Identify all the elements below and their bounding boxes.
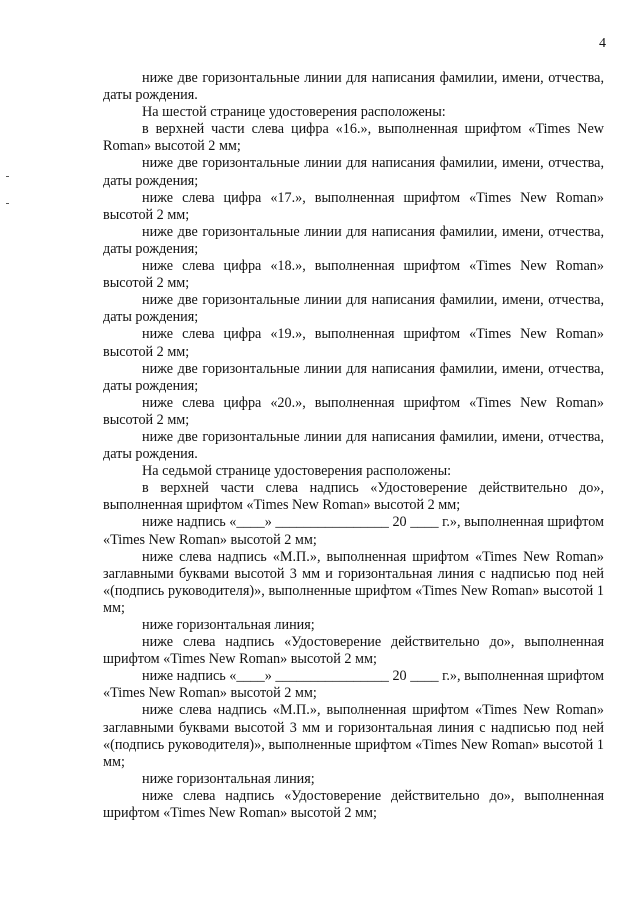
scan-mark bbox=[6, 176, 9, 177]
body-text bbox=[103, 70, 604, 822]
paragraph: ниже две горизонтальные линии для написания фамилии, имени, отчества, даты рождения. bbox=[103, 428, 604, 463]
paragraph: ниже надпись «____» ________________ 20 ____ г.», выполненная шрифтом «Times New Roman» высотой 2 мм; bbox=[103, 668, 604, 702]
page-number: 4 bbox=[599, 36, 606, 51]
paragraph: ниже горизонтальная линия; bbox=[142, 617, 315, 633]
paragraph: ниже две горизонтальные линии для написания фамилии, имени, отчества, даты рождения; bbox=[103, 360, 604, 394]
paragraph: ниже слева цифра «20.», выполненная шрифтом «Times New Roman» высотой 2 мм; bbox=[103, 394, 604, 428]
paragraph: ниже две горизонтальные линии для написания фамилии, имени, отчества, даты рождения. bbox=[103, 70, 604, 104]
paragraph: На шестой странице удостоверения расположены: bbox=[142, 104, 446, 121]
paragraph: ниже две горизонтальные линии для написания фамилии, имени, отчества, даты рождения; bbox=[103, 292, 604, 326]
paragraph: ниже горизонтальная линия; bbox=[142, 770, 315, 787]
paragraph: ниже слева цифра «18.», выполненная шрифтом «Times New Roman» высотой 2 мм; bbox=[103, 258, 604, 292]
paragraph: ниже две горизонтальные линии для написания фамилии, имени, отчества, даты рождения; bbox=[103, 155, 604, 189]
paragraph: ниже две горизонтальные линии для написания фамилии, имени, отчества, даты рождения; bbox=[103, 223, 604, 257]
paragraph: ниже слева надпись «Удостоверение действительно до», выполненная шрифтом «Times New Roman» высотой 2 мм; bbox=[103, 787, 604, 822]
paragraph: в верхней части слева цифра «16.», выполненная шрифтом «Times New Roman» высотой 2 мм; bbox=[103, 121, 604, 155]
paragraph: в верхней части слева надпись «Удостоверение действительно до», выполненная шрифтом «Times New Roman» высотой 2 мм; bbox=[103, 480, 604, 514]
scan-mark bbox=[6, 203, 9, 204]
paragraph: ниже слева надпись «Удостоверение действительно до», выполненная шрифтом «Times New Roman» высотой 2 мм; bbox=[103, 634, 604, 668]
paragraph: ниже надпись «____» ________________ 20 ____ г.», выполненная шрифтом «Times New Roman» высотой 2 мм; bbox=[103, 514, 604, 548]
paragraph: ниже слева цифра «17.», выполненная шрифтом «Times New Roman» высотой 2 мм; bbox=[103, 189, 604, 223]
paragraph: На седьмой странице удостоверения расположены: bbox=[142, 463, 452, 480]
paragraph: ниже слева цифра «19.», выполненная шрифтом «Times New Roman» высотой 2 мм; bbox=[103, 326, 604, 360]
paragraph: ниже слева надпись «М.П.», выполненная шрифтом «Times New Roman» заглавными буквами высотой 3 мм и горизонтальная линия с надписью под ней «(подпись руководителя)», выполненные шрифтом «Times New Roman» высотой 1 мм; bbox=[103, 548, 604, 616]
paragraph: ниже слева надпись «М.П.», выполненная шрифтом «Times New Roman» заглавными буквами высотой 3 мм и горизонтальная линия с надписью под ней «(подпись руководителя)», выполненные шрифтом «Times New Roman» высотой 1 мм; bbox=[103, 702, 604, 770]
